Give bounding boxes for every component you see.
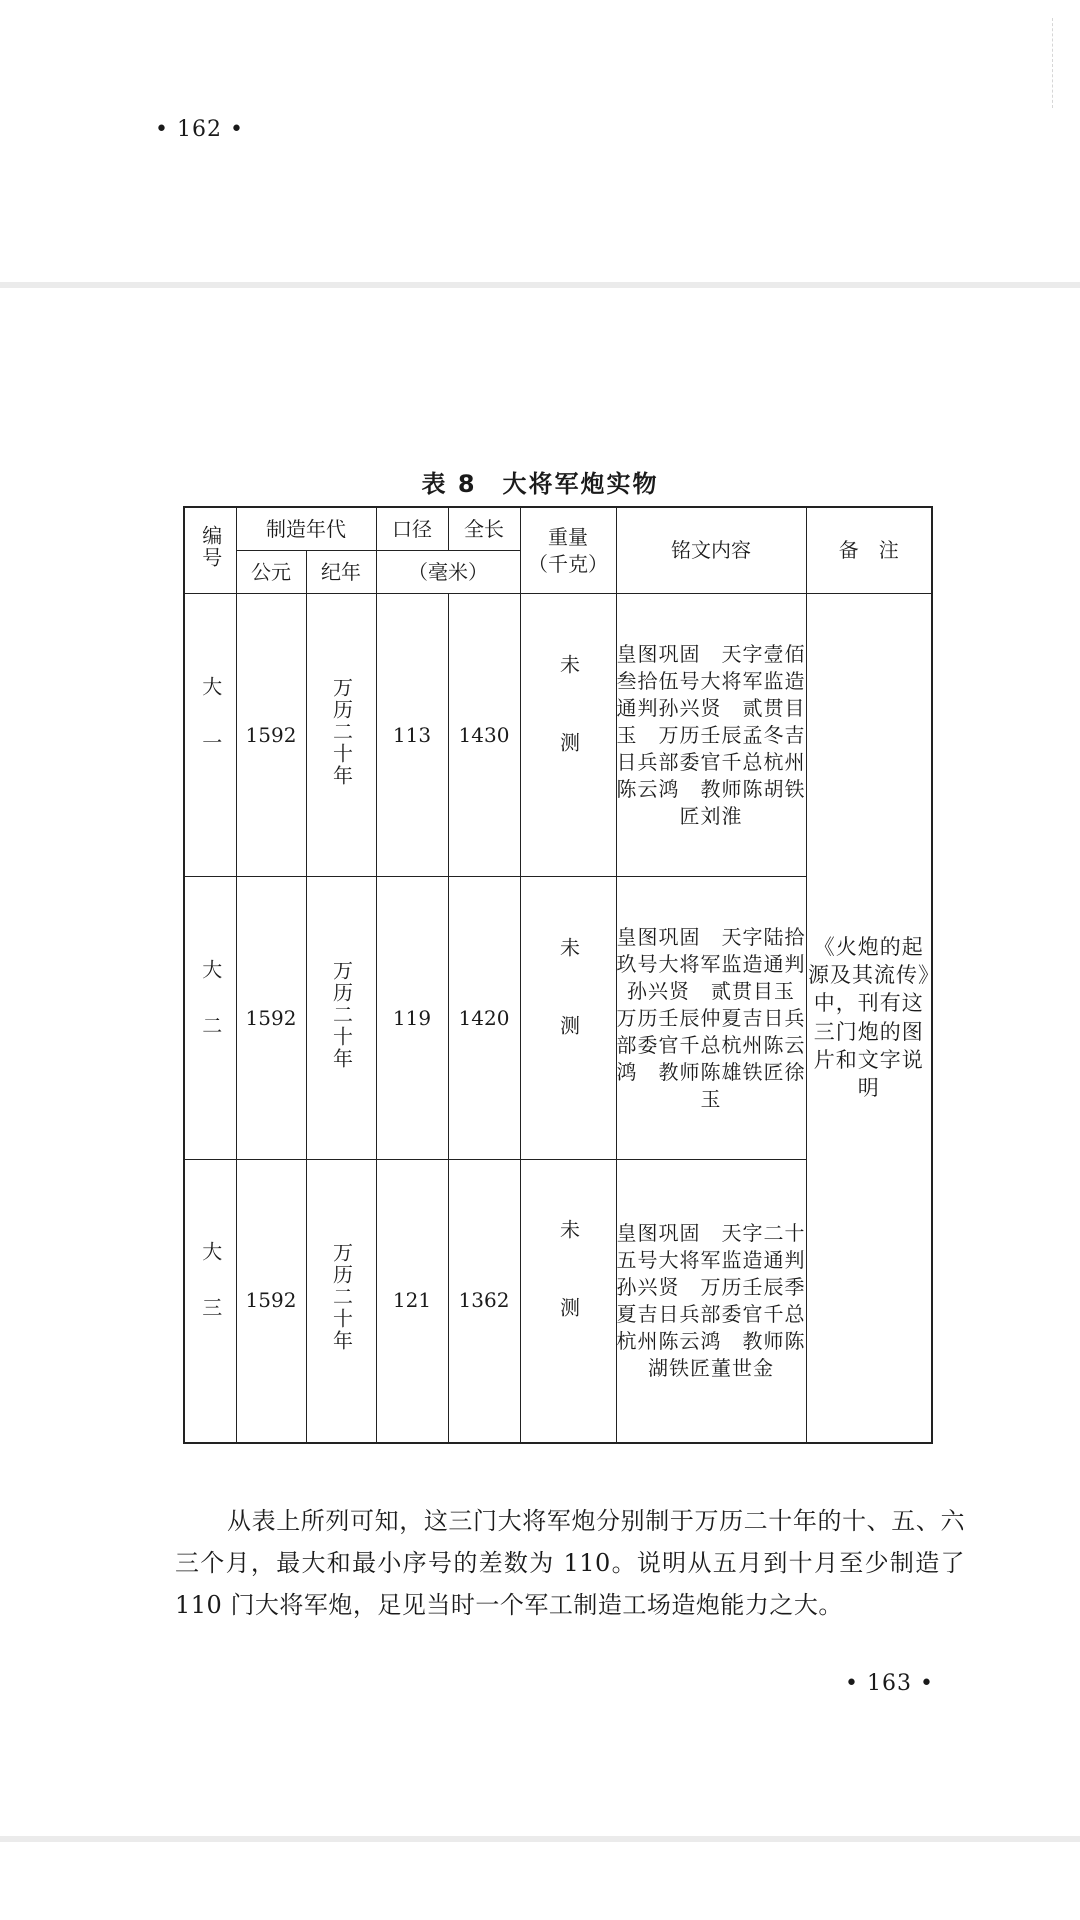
header-weight: 重量 （千克）: [520, 507, 616, 594]
cell-length: 1420: [448, 877, 520, 1160]
cell-bore: 119: [376, 877, 448, 1160]
cannon-relics-table: [183, 506, 933, 1444]
header-remarks: 备 注: [806, 507, 932, 594]
header-reign: 纪年: [306, 551, 376, 594]
header-ce: 公元: [236, 551, 306, 594]
cell-reign: 万历二十年: [306, 1160, 376, 1443]
header-row-1: [184, 507, 932, 551]
cell-length: 1362: [448, 1160, 520, 1443]
cell-inscription: 皇图巩固 天字二十五号大将军监造通判孙兴贤 万历壬辰季夏吉日兵部委官千总杭州陈云鸿 教师陈湖铁匠董世金: [616, 1160, 806, 1443]
cell-id: 大三: [184, 1160, 236, 1443]
cell-ce: 1592: [236, 877, 306, 1160]
previous-page: [0, 0, 1080, 282]
cell-bore: 121: [376, 1160, 448, 1443]
current-page: [0, 288, 1080, 1836]
scroll-indicator: [1052, 18, 1054, 108]
cell-id: 大一: [184, 594, 236, 877]
header-inscription: 铭文内容: [616, 507, 806, 594]
cell-weight: 未测: [520, 877, 616, 1160]
cell-reign: 万历二十年: [306, 594, 376, 877]
next-page: [0, 1842, 1080, 1920]
header-length: 全长: [448, 507, 520, 551]
header-mm: （毫米）: [376, 551, 520, 594]
header-number: 编号: [184, 507, 236, 594]
table-row: [184, 594, 932, 877]
cell-ce: 1592: [236, 1160, 306, 1443]
page-number-top: • 162 •: [155, 117, 244, 142]
cell-id: 大二: [184, 877, 236, 1160]
cell-reign: 万历二十年: [306, 877, 376, 1160]
header-bore: 口径: [376, 507, 448, 551]
cell-bore: 113: [376, 594, 448, 877]
cell-inscription: 皇图巩固 天字壹佰叁拾伍号大将军监造通判孙兴贤 贰贯目玉 万历壬辰孟冬吉日兵部委官千总杭州陈云鸿 教师陈胡铁匠刘淮: [616, 594, 806, 877]
cell-length: 1430: [448, 594, 520, 877]
cell-ce: 1592: [236, 594, 306, 877]
body-paragraph: 从表上所列可知，这三门大将军炮分别制于万历二十年的十、五、六三个月，最大和最小序号的差数为 110。说明从五月到十月至少制造了 110 门大将军炮，足见当时一个军工制造工场造炮能力之大。: [175, 1507, 965, 1619]
cell-weight: 未测: [520, 1160, 616, 1443]
cell-weight: 未测: [520, 594, 616, 877]
header-manufacture-era: 制造年代: [236, 507, 376, 551]
page-number-bottom: • 163 •: [845, 1671, 934, 1696]
table-title: 表 8 大将军炮实物: [421, 470, 659, 498]
cell-remarks: 《火炮的起源及其流传》中，刊有这三门炮的图片和文字说明: [806, 594, 932, 1443]
cell-inscription: 皇图巩固 天字陆拾玖号大将军监造通判孙兴贤 贰贯目玉 万历壬辰仲夏吉日兵部委官千总杭州陈云鸿 教师陈雄铁匠徐玉: [616, 877, 806, 1160]
